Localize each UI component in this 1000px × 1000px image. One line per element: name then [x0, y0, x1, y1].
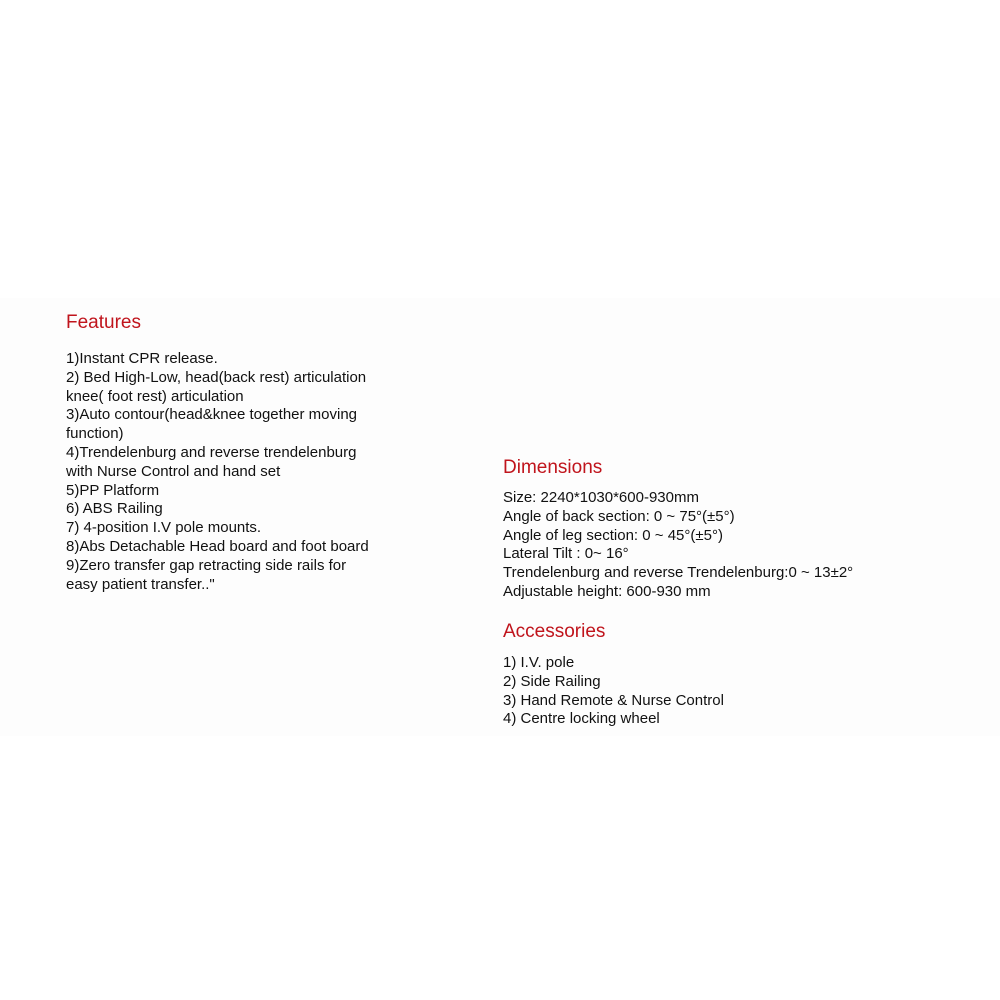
features-line: 9)Zero transfer gap retracting side rails for: [66, 556, 347, 574]
accessories-line: 2) Side Railing: [503, 672, 601, 690]
dimensions-line: Adjustable height: 600-930 mm: [503, 582, 711, 600]
features-line: 6) ABS Railing: [66, 500, 163, 518]
features-line: 5)PP Platform: [66, 481, 160, 499]
features-line: with Nurse Control and hand set: [66, 462, 281, 480]
dimensions-line: Angle of back section: 0 ~ 75°(±5°): [503, 507, 735, 525]
dimensions-line: Trendelenburg and reverse Trendelenburg:0 ~ 13±2°: [503, 564, 854, 582]
features-line: easy patient transfer..": [66, 575, 215, 593]
dimensions-line: Size: 2240*1030*600-930mm: [503, 489, 699, 506]
accessories-line: 4) Centre locking wheel: [503, 710, 660, 728]
accessories-list: [503, 654, 724, 729]
accessories-line: 1) I.V. pole: [503, 654, 575, 671]
accessories-line: 3) Hand Remote & Nurse Control: [503, 691, 724, 709]
features-heading: Features: [66, 312, 141, 333]
features-list: [66, 350, 391, 594]
features-line: knee( foot rest) articulation: [66, 387, 244, 405]
dimensions-line: Angle of leg section: 0 ~ 45°(±5°): [503, 526, 723, 544]
dimensions-list: [503, 489, 853, 602]
accessories-heading: Accessories: [503, 621, 606, 642]
features-line: function): [66, 425, 124, 443]
features-line: 1)Instant CPR release.: [66, 350, 218, 367]
features-line: 7) 4-position I.V pole mounts.: [66, 519, 262, 537]
features-line: 8)Abs Detachable Head board and foot board: [66, 537, 369, 555]
features-line: 3)Auto contour(head&knee together moving: [66, 406, 358, 424]
dimensions-heading: Dimensions: [503, 457, 603, 478]
features-line: 2) Bed High-Low, head(back rest) articulation: [66, 368, 367, 386]
features-line: 4)Trendelenburg and reverse trendelenburg: [66, 443, 357, 461]
dimensions-line: Lateral Tilt : 0~ 16°: [503, 545, 629, 563]
